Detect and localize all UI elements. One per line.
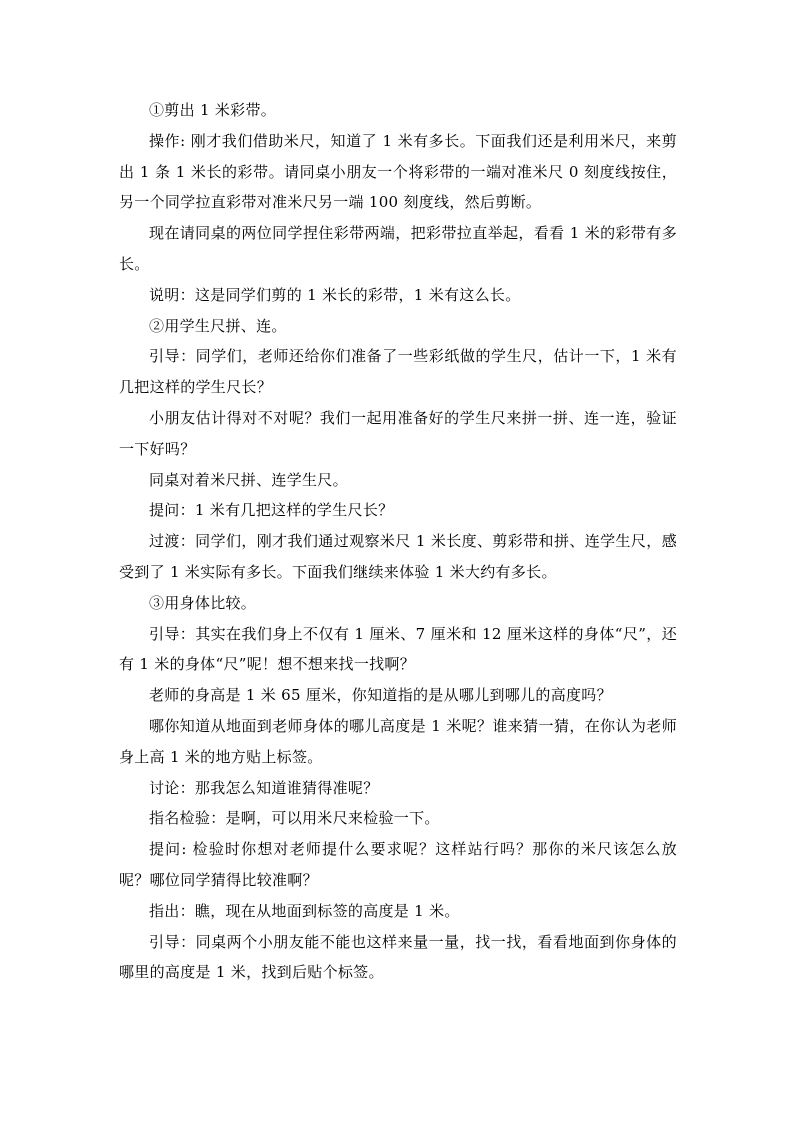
paragraph-check: 指名检验：是啊，可以用米尺来检验一下。 [149, 809, 440, 828]
paragraph-verify: 小朋友估计得对不对呢？我们一起用准备好的学生尺来拼一拼、连一连，验证一下好吗？ [119, 408, 677, 458]
paragraph-operation: 操作: 刚才我们借助米尺，知道了 1 米有多长。下面我们还是利用米尺，来剪出 1 条 1 米长的彩带。请同桌小朋友一个将彩带的一端对准米尺 0 刻度线按住，另一个同学拉直彩带对准米尺另一端 100 刻度线，然后剪断。 [119, 131, 677, 212]
paragraph-heading-student-ruler: ②用学生尺拼、连。 [149, 316, 287, 335]
paragraph-question-requirements: 提问: 检验时你想对老师提什么要求呢？这样站行吗？那你的米尺该怎么放呢？哪位同学猜得比较准啊？ [119, 840, 677, 889]
paragraph-guide-body-ruler: 引导：其实在我们身上不仅有 1 厘米、7 厘米和 12 厘米这样的身体“尺”，还有 1 米的身体“尺”呢！想不想来找一找啊？ [119, 624, 677, 674]
paragraph-question-ruler-count: 提问：1 米有几把这样的学生尺长？ [149, 501, 394, 520]
paragraph-heading-body-compare: ③用身体比较。 [149, 593, 257, 612]
paragraph-point-out: 指出：瞧，现在从地面到标签的高度是 1 米。 [149, 901, 460, 920]
paragraph-guide-measure: 引导：同桌两个小朋友能不能也这样来量一量，找一找，看看地面到你身体的哪里的高度是 1 米，找到后贴个标签。 [119, 932, 677, 982]
paragraph-guide-estimate: 引导：同学们，老师还给你们准备了一些彩纸做的学生尺，估计一下，1 米有几把这样的学生尺长？ [119, 347, 677, 397]
paragraph-teacher-height: 老师的身高是 1 米 65 厘米，你知道指的是从哪儿到哪儿的高度吗？ [149, 686, 612, 705]
paragraph-guess-label: 哪你知道从地面到老师身体的哪儿高度是 1 米呢？谁来猜一猜，在你认为老师身上高 1 米的地方贴上标签。 [119, 716, 677, 766]
paragraph-transition: 过渡：同学们，刚才我们通过观察米尺 1 米长度、剪彩带和拼、连学生尺，感受到了 1 米实际有多长。下面我们继续来体验 1 米大约有多长。 [119, 532, 677, 581]
paragraph-discussion: 讨论：那我怎么知道谁猜得准呢？ [149, 778, 379, 797]
paragraph-hold-ribbon: 现在请同桌的两位同学捏住彩带两端，把彩带拉直举起，看看 1 米的彩带有多长。 [119, 224, 677, 273]
paragraph-deskmate-connect: 同桌对着米尺拼、连学生尺。 [149, 470, 348, 489]
document-body [119, 95, 677, 988]
paragraph-explanation: 说明：这是同学们剪的 1 米长的彩带，1 米有这么长。 [149, 285, 521, 304]
paragraph-heading-cut-ribbon: ①剪出 1 米彩带。 [149, 101, 277, 119]
